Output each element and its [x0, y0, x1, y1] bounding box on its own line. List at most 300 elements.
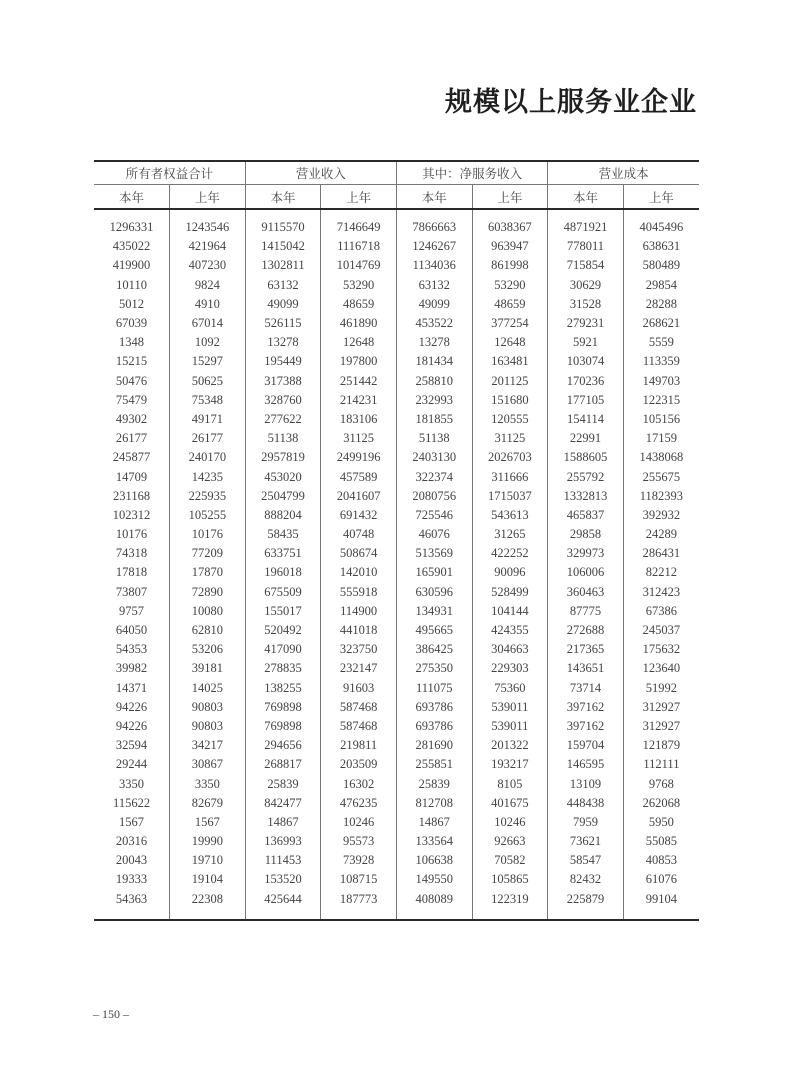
cell-revenue-current: 453020 — [245, 467, 321, 486]
cell-cost-current: 1332813 — [548, 487, 624, 506]
cell-net-service-current: 51138 — [396, 429, 472, 448]
cell-revenue-previous: 508674 — [321, 544, 397, 563]
cell-revenue-previous: 197800 — [321, 352, 397, 371]
cell-cost-previous: 123640 — [623, 659, 699, 678]
cell-cost-previous: 61076 — [623, 870, 699, 889]
table-row — [94, 487, 699, 506]
cell-cost-current: 87775 — [548, 602, 624, 621]
cell-revenue-current: 888204 — [245, 506, 321, 525]
cell-cost-previous: 149703 — [623, 372, 699, 391]
cell-equity-current: 115622 — [113, 795, 151, 810]
cell-cost-previous: 51992 — [623, 679, 699, 698]
cell-cost-current: 255792 — [548, 467, 624, 486]
cell-cost-current: 4871921 — [548, 209, 624, 237]
cell-net-service-previous: 963947 — [472, 237, 548, 256]
cell-net-service-previous: 105865 — [472, 870, 548, 889]
cell-revenue-previous: 53290 — [321, 276, 397, 295]
cell-revenue-current: 195449 — [245, 352, 321, 371]
cell-cost-previous: 55085 — [623, 832, 699, 851]
cell-equity-current: 32594 — [115, 738, 148, 753]
cell-equity-current: 15215 — [115, 354, 148, 369]
table-row — [94, 717, 699, 736]
cell-net-service-previous: 151680 — [472, 391, 548, 410]
cell-revenue-current: 138255 — [245, 679, 321, 698]
cell-equity-current: 94226 — [115, 699, 148, 714]
cell-equity-current: 435022 — [112, 239, 151, 254]
cell-cost-previous: 312423 — [623, 583, 699, 602]
cell-revenue-previous: 48659 — [321, 295, 397, 314]
cell-net-service-previous: 424355 — [472, 621, 548, 640]
cell-net-service-current: 111075 — [396, 679, 472, 698]
cell-cost-current: 360463 — [548, 583, 624, 602]
cell-revenue-previous: 187773 — [321, 890, 397, 920]
cell-revenue-previous: 12648 — [321, 333, 397, 352]
cell-equity-current: 39982 — [115, 661, 148, 676]
cell-revenue-previous: 476235 — [321, 794, 397, 813]
table-row — [94, 563, 699, 582]
cell-cost-current: 397162 — [548, 698, 624, 717]
cell-equity-current: 19333 — [115, 872, 148, 887]
table-row — [94, 851, 699, 870]
statistics-table — [94, 160, 699, 921]
cell-net-service-current: 812708 — [396, 794, 472, 813]
sub-header-current-year: 本年 — [548, 185, 624, 210]
table-row — [94, 314, 699, 333]
cell-net-service-current: 63132 — [396, 276, 472, 295]
cell-revenue-current: 317388 — [245, 372, 321, 391]
cell-net-service-current: 133564 — [396, 832, 472, 851]
cell-revenue-current: 51138 — [245, 429, 321, 448]
cell-equity-previous: 19990 — [170, 832, 246, 851]
cell-revenue-previous: 232147 — [321, 659, 397, 678]
cell-net-service-previous: 311666 — [472, 467, 548, 486]
cell-revenue-previous: 203509 — [321, 755, 397, 774]
cell-net-service-current: 281690 — [396, 736, 472, 755]
cell-cost-previous: 268621 — [623, 314, 699, 333]
cell-cost-current: 103074 — [548, 352, 624, 371]
cell-revenue-previous: 16302 — [321, 774, 397, 793]
table-row — [94, 525, 699, 544]
cell-equity-previous: 75348 — [170, 391, 246, 410]
cell-revenue-previous: 214231 — [321, 391, 397, 410]
cell-cost-current: 170236 — [548, 372, 624, 391]
cell-equity-previous: 407230 — [170, 256, 246, 275]
table-row — [94, 276, 699, 295]
cell-cost-previous: 112111 — [623, 755, 699, 774]
cell-equity-previous: 50625 — [170, 372, 246, 391]
cell-cost-previous: 113359 — [623, 352, 699, 371]
cell-cost-previous: 638631 — [623, 237, 699, 256]
header-operating-cost: 营业成本 — [548, 161, 699, 185]
table-row — [94, 506, 699, 525]
cell-net-service-previous: 31265 — [472, 525, 548, 544]
table-row — [94, 372, 699, 391]
cell-revenue-previous: 251442 — [321, 372, 397, 391]
cell-net-service-previous: 8105 — [472, 774, 548, 793]
sub-header-previous-year: 上年 — [623, 185, 699, 210]
cell-equity-previous: 49171 — [170, 410, 246, 429]
cell-revenue-current: 196018 — [245, 563, 321, 582]
cell-equity-previous: 67014 — [170, 314, 246, 333]
cell-cost-previous: 1438068 — [623, 448, 699, 467]
cell-net-service-current: 408089 — [396, 890, 472, 920]
cell-net-service-previous: 48659 — [472, 295, 548, 314]
cell-revenue-previous: 91603 — [321, 679, 397, 698]
cell-net-service-previous: 377254 — [472, 314, 548, 333]
cell-revenue-current: 278835 — [245, 659, 321, 678]
table-row — [94, 890, 699, 920]
table-row — [94, 621, 699, 640]
table-row — [94, 870, 699, 889]
table-body — [94, 209, 699, 920]
cell-net-service-current: 495665 — [396, 621, 472, 640]
page-number: – 150 – — [93, 1007, 129, 1021]
cell-cost-previous: 175632 — [623, 640, 699, 659]
cell-revenue-current: 111453 — [245, 851, 321, 870]
cell-net-service-current: 181855 — [396, 410, 472, 429]
cell-revenue-current: 769898 — [245, 698, 321, 717]
cell-revenue-current: 633751 — [245, 544, 321, 563]
cell-revenue-current: 1415042 — [245, 237, 321, 256]
cell-equity-current: 245877 — [112, 450, 151, 465]
cell-equity-current: 1296331 — [109, 220, 154, 235]
cell-equity-previous: 26177 — [170, 429, 246, 448]
cell-revenue-current: 2504799 — [245, 487, 321, 506]
sub-header-current-year: 本年 — [94, 185, 170, 210]
cell-net-service-current: 232993 — [396, 391, 472, 410]
table-row — [94, 583, 699, 602]
table-row — [94, 679, 699, 698]
cell-revenue-previous: 1116718 — [321, 237, 397, 256]
cell-equity-previous: 19710 — [170, 851, 246, 870]
table-row — [94, 467, 699, 486]
cell-equity-previous: 105255 — [170, 506, 246, 525]
cell-revenue-current: 277622 — [245, 410, 321, 429]
cell-net-service-previous: 193217 — [472, 755, 548, 774]
cell-net-service-previous: 422252 — [472, 544, 548, 563]
cell-cost-previous: 255675 — [623, 467, 699, 486]
group-header-row — [94, 161, 699, 185]
cell-net-service-previous: 90096 — [472, 563, 548, 582]
table-row — [94, 736, 699, 755]
cell-revenue-previous: 587468 — [321, 698, 397, 717]
cell-net-service-previous: 10246 — [472, 813, 548, 832]
cell-cost-current: 159704 — [548, 736, 624, 755]
cell-equity-previous: 15297 — [170, 352, 246, 371]
cell-net-service-current: 7866663 — [396, 209, 472, 237]
cell-equity-current: 102312 — [112, 507, 151, 522]
cell-net-service-current: 49099 — [396, 295, 472, 314]
cell-equity-previous: 90803 — [170, 698, 246, 717]
cell-cost-current: 5921 — [548, 333, 624, 352]
cell-equity-previous: 17870 — [170, 563, 246, 582]
cell-equity-current: 9757 — [119, 603, 145, 618]
cell-cost-current: 73621 — [548, 832, 624, 851]
table-row — [94, 352, 699, 371]
cell-cost-current: 31528 — [548, 295, 624, 314]
cell-cost-current: 22991 — [548, 429, 624, 448]
table-row — [94, 295, 699, 314]
cell-cost-current: 73714 — [548, 679, 624, 698]
sub-header-previous-year: 上年 — [472, 185, 548, 210]
cell-net-service-previous: 1715037 — [472, 487, 548, 506]
cell-cost-previous: 24289 — [623, 525, 699, 544]
cell-revenue-previous: 2041607 — [321, 487, 397, 506]
cell-equity-current: 54353 — [115, 642, 148, 657]
cell-revenue-current: 58435 — [245, 525, 321, 544]
table-row — [94, 448, 699, 467]
header-owners-equity: 所有者权益合计 — [94, 161, 245, 185]
cell-equity-previous: 34217 — [170, 736, 246, 755]
cell-cost-current: 397162 — [548, 717, 624, 736]
cell-revenue-current: 294656 — [245, 736, 321, 755]
cell-cost-previous: 580489 — [623, 256, 699, 275]
cell-cost-previous: 392932 — [623, 506, 699, 525]
cell-equity-current: 14371 — [115, 680, 148, 695]
cell-cost-current: 143651 — [548, 659, 624, 678]
cell-net-service-previous: 70582 — [472, 851, 548, 870]
cell-revenue-previous: 691432 — [321, 506, 397, 525]
cell-cost-current: 154114 — [548, 410, 624, 429]
cell-equity-current: 10176 — [115, 527, 148, 542]
cell-equity-previous: 19104 — [170, 870, 246, 889]
cell-net-service-current: 14867 — [396, 813, 472, 832]
cell-revenue-previous: 555918 — [321, 583, 397, 602]
cell-cost-previous: 121879 — [623, 736, 699, 755]
cell-equity-current: 74318 — [115, 546, 148, 561]
cell-equity-current: 26177 — [115, 431, 148, 446]
table-row — [94, 391, 699, 410]
cell-equity-previous: 1092 — [170, 333, 246, 352]
cell-equity-previous: 9824 — [170, 276, 246, 295]
cell-cost-current: 58547 — [548, 851, 624, 870]
table-row — [94, 755, 699, 774]
table-row — [94, 774, 699, 793]
cell-equity-current: 10110 — [116, 277, 147, 292]
cell-equity-previous: 240170 — [170, 448, 246, 467]
cell-revenue-current: 520492 — [245, 621, 321, 640]
cell-revenue-current: 136993 — [245, 832, 321, 851]
cell-net-service-previous: 2026703 — [472, 448, 548, 467]
cell-net-service-previous: 53290 — [472, 276, 548, 295]
cell-revenue-current: 268817 — [245, 755, 321, 774]
cell-revenue-previous: 461890 — [321, 314, 397, 333]
cell-revenue-previous: 441018 — [321, 621, 397, 640]
cell-revenue-current: 842477 — [245, 794, 321, 813]
cell-revenue-current: 2957819 — [245, 448, 321, 467]
cell-cost-previous: 29854 — [623, 276, 699, 295]
cell-cost-current: 715854 — [548, 256, 624, 275]
cell-net-service-previous: 528499 — [472, 583, 548, 602]
cell-cost-previous: 312927 — [623, 717, 699, 736]
cell-equity-previous: 3350 — [170, 774, 246, 793]
cell-equity-current: 5012 — [119, 296, 145, 311]
cell-revenue-previous: 587468 — [321, 717, 397, 736]
cell-cost-current: 279231 — [548, 314, 624, 333]
header-net-service-revenue: 其中：净服务收入 — [396, 161, 547, 185]
cell-equity-current: 3350 — [119, 776, 145, 791]
cell-cost-current: 465837 — [548, 506, 624, 525]
cell-cost-current: 106006 — [548, 563, 624, 582]
cell-cost-previous: 286431 — [623, 544, 699, 563]
cell-cost-current: 146595 — [548, 755, 624, 774]
cell-net-service-current: 106638 — [396, 851, 472, 870]
cell-equity-current: 17818 — [115, 565, 148, 580]
cell-net-service-current: 13278 — [396, 333, 472, 352]
table-row — [94, 602, 699, 621]
cell-net-service-previous: 92663 — [472, 832, 548, 851]
cell-revenue-previous: 108715 — [321, 870, 397, 889]
cell-equity-previous: 72890 — [170, 583, 246, 602]
table-row — [94, 640, 699, 659]
table-row — [94, 410, 699, 429]
cell-revenue-previous: 183106 — [321, 410, 397, 429]
cell-revenue-previous: 73928 — [321, 851, 397, 870]
cell-equity-previous: 62810 — [170, 621, 246, 640]
cell-revenue-previous: 142010 — [321, 563, 397, 582]
cell-equity-current: 231168 — [113, 488, 151, 503]
cell-cost-previous: 9768 — [623, 774, 699, 793]
cell-cost-current: 30629 — [548, 276, 624, 295]
sub-header-current-year: 本年 — [396, 185, 472, 210]
cell-equity-previous: 22308 — [170, 890, 246, 920]
cell-revenue-current: 425644 — [245, 890, 321, 920]
cell-cost-previous: 1182393 — [623, 487, 699, 506]
cell-cost-current: 272688 — [548, 621, 624, 640]
cell-equity-current: 94226 — [115, 718, 148, 733]
cell-equity-current: 73807 — [115, 584, 148, 599]
cell-cost-current: 448438 — [548, 794, 624, 813]
cell-net-service-current: 165901 — [396, 563, 472, 582]
cell-cost-current: 329973 — [548, 544, 624, 563]
cell-cost-current: 778011 — [548, 237, 624, 256]
cell-revenue-previous: 2499196 — [321, 448, 397, 467]
cell-revenue-previous: 219811 — [321, 736, 397, 755]
cell-net-service-current: 46076 — [396, 525, 472, 544]
header-operating-revenue: 营业收入 — [245, 161, 396, 185]
cell-revenue-previous: 7146649 — [321, 209, 397, 237]
cell-net-service-current: 25839 — [396, 774, 472, 793]
cell-revenue-current: 14867 — [245, 813, 321, 832]
cell-net-service-previous: 401675 — [472, 794, 548, 813]
cell-revenue-previous: 114900 — [321, 602, 397, 621]
cell-cost-current: 13109 — [548, 774, 624, 793]
cell-net-service-previous: 304663 — [472, 640, 548, 659]
table-row — [94, 659, 699, 678]
cell-revenue-current: 153520 — [245, 870, 321, 889]
sub-header-previous-year: 上年 — [321, 185, 397, 210]
cell-cost-previous: 245037 — [623, 621, 699, 640]
cell-revenue-current: 49099 — [245, 295, 321, 314]
cell-revenue-previous: 95573 — [321, 832, 397, 851]
cell-equity-current: 67039 — [115, 316, 148, 331]
cell-net-service-current: 2403130 — [396, 448, 472, 467]
cell-net-service-current: 725546 — [396, 506, 472, 525]
cell-net-service-previous: 104144 — [472, 602, 548, 621]
cell-cost-previous: 17159 — [623, 429, 699, 448]
table-row — [94, 832, 699, 851]
cell-revenue-previous: 40748 — [321, 525, 397, 544]
cell-net-service-current: 181434 — [396, 352, 472, 371]
cell-cost-current: 1588605 — [548, 448, 624, 467]
cell-cost-current: 7959 — [548, 813, 624, 832]
cell-revenue-current: 526115 — [245, 314, 321, 333]
table-row — [94, 813, 699, 832]
cell-revenue-previous: 31125 — [321, 429, 397, 448]
table-row — [94, 429, 699, 448]
table-row — [94, 794, 699, 813]
cell-net-service-previous: 6038367 — [472, 209, 548, 237]
cell-equity-previous: 53206 — [170, 640, 246, 659]
cell-equity-previous: 39181 — [170, 659, 246, 678]
cell-cost-current: 29858 — [548, 525, 624, 544]
cell-revenue-current: 1302811 — [245, 256, 321, 275]
cell-revenue-previous: 10246 — [321, 813, 397, 832]
cell-equity-current: 20316 — [115, 834, 148, 849]
cell-net-service-current: 630596 — [396, 583, 472, 602]
cell-net-service-current: 149550 — [396, 870, 472, 889]
cell-equity-previous: 421964 — [170, 237, 246, 256]
table-row — [94, 698, 699, 717]
cell-revenue-current: 25839 — [245, 774, 321, 793]
cell-cost-current: 217365 — [548, 640, 624, 659]
cell-revenue-current: 63132 — [245, 276, 321, 295]
cell-equity-current: 54363 — [94, 890, 170, 920]
cell-net-service-current: 513569 — [396, 544, 472, 563]
cell-equity-previous: 4910 — [170, 295, 246, 314]
cell-net-service-previous: 163481 — [472, 352, 548, 371]
sub-header-previous-year: 上年 — [170, 185, 246, 210]
cell-equity-previous: 14235 — [170, 467, 246, 486]
cell-equity-current: 1348 — [119, 335, 145, 350]
cell-revenue-current: 675509 — [245, 583, 321, 602]
table-row — [94, 544, 699, 563]
cell-net-service-previous: 861998 — [472, 256, 548, 275]
page-title: 规模以上服务业企业 — [445, 87, 697, 118]
cell-revenue-current: 769898 — [245, 717, 321, 736]
cell-net-service-current: 2080756 — [396, 487, 472, 506]
cell-net-service-previous: 31125 — [472, 429, 548, 448]
table-row — [94, 209, 699, 237]
cell-equity-previous: 10080 — [170, 602, 246, 621]
cell-net-service-previous: 543613 — [472, 506, 548, 525]
cell-revenue-previous: 1014769 — [321, 256, 397, 275]
cell-net-service-current: 322374 — [396, 467, 472, 486]
cell-equity-current: 20043 — [115, 853, 148, 868]
cell-equity-previous: 90803 — [170, 717, 246, 736]
cell-cost-current: 225879 — [548, 890, 624, 920]
cell-cost-previous: 105156 — [623, 410, 699, 429]
cell-cost-previous: 67386 — [623, 602, 699, 621]
cell-equity-current: 49302 — [115, 411, 148, 426]
cell-cost-previous: 122315 — [623, 391, 699, 410]
cell-net-service-current: 1246267 — [396, 237, 472, 256]
cell-net-service-previous: 75360 — [472, 679, 548, 698]
cell-cost-previous: 82212 — [623, 563, 699, 582]
cell-cost-previous: 5559 — [623, 333, 699, 352]
table-row — [94, 333, 699, 352]
cell-equity-previous: 1243546 — [170, 209, 246, 237]
cell-equity-previous: 1567 — [170, 813, 246, 832]
cell-cost-current: 82432 — [548, 870, 624, 889]
cell-equity-previous: 14025 — [170, 679, 246, 698]
cell-revenue-current: 13278 — [245, 333, 321, 352]
cell-revenue-current: 155017 — [245, 602, 321, 621]
cell-equity-current: 419900 — [112, 258, 151, 273]
cell-equity-current: 1567 — [119, 814, 145, 829]
cell-net-service-previous: 120555 — [472, 410, 548, 429]
cell-net-service-current: 1134036 — [396, 256, 472, 275]
